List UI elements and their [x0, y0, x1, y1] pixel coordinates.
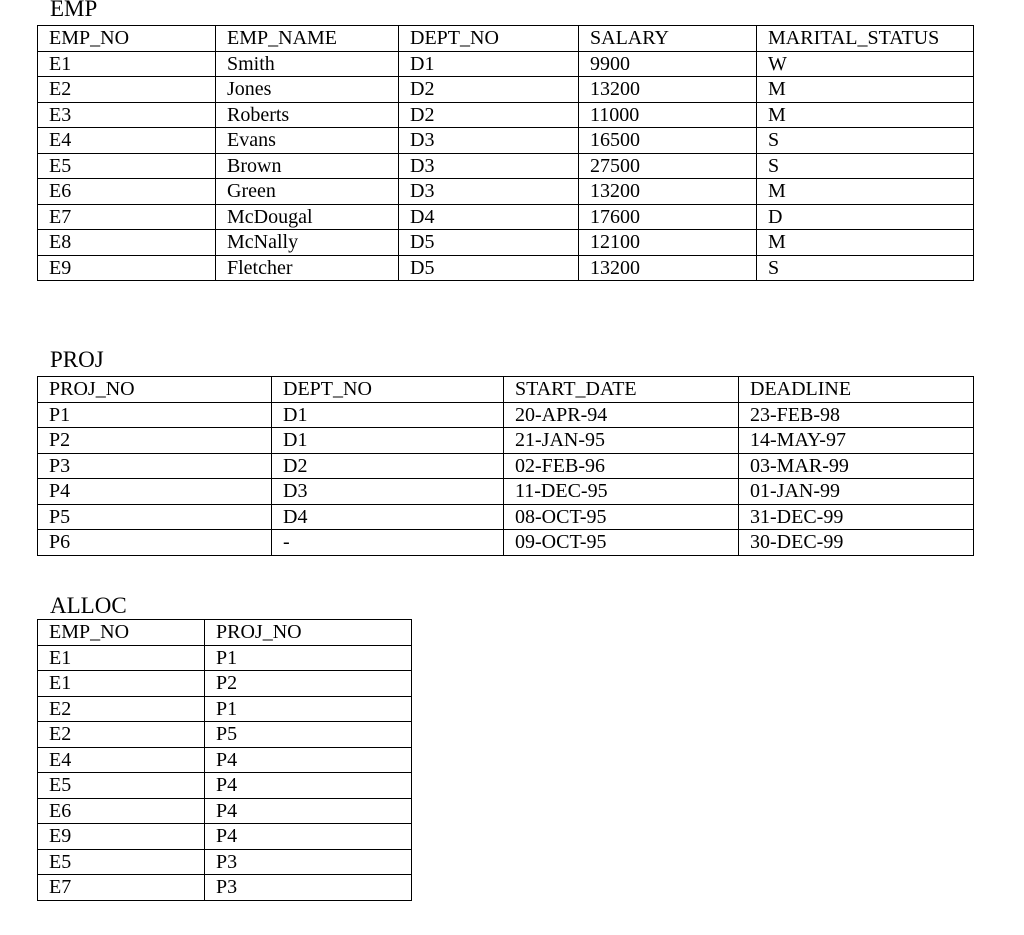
alloc-table-row: [38, 747, 412, 773]
emp-table-row: [38, 230, 974, 256]
alloc-table-cell: E4: [38, 747, 205, 773]
proj-table-row: [38, 402, 974, 428]
emp-table: [37, 25, 974, 281]
proj-column-header: DEPT_NO: [272, 377, 504, 403]
emp-column-header: SALARY: [579, 26, 757, 52]
alloc-table-row: [38, 773, 412, 799]
proj-table-cell: P5: [38, 504, 272, 530]
emp-table-cell: M: [757, 77, 974, 103]
proj-table-cell: 11-DEC-95: [504, 479, 739, 505]
emp-table-cell: S: [757, 153, 974, 179]
emp-table-cell: 12100: [579, 230, 757, 256]
proj-table-cell: 31-DEC-99: [739, 504, 974, 530]
emp-table-cell: D2: [399, 77, 579, 103]
alloc-table-row: [38, 645, 412, 671]
alloc-table-row: [38, 824, 412, 850]
alloc-column-header: EMP_NO: [38, 620, 205, 646]
emp-table-cell: 11000: [579, 102, 757, 128]
proj-table-cell: 09-OCT-95: [504, 530, 739, 556]
emp-column-header: EMP_NO: [38, 26, 216, 52]
emp-table-row: [38, 128, 974, 154]
emp-table-cell: S: [757, 255, 974, 281]
emp-table-cell: W: [757, 51, 974, 77]
alloc-table-cell: E9: [38, 824, 205, 850]
alloc-table-cell: P4: [205, 773, 412, 799]
alloc-table-cell: E7: [38, 875, 205, 901]
alloc-table-cell: P4: [205, 747, 412, 773]
proj-table-cell: D1: [272, 402, 504, 428]
emp-table-cell: 9900: [579, 51, 757, 77]
emp-table-cell: D1: [399, 51, 579, 77]
emp-table-cell: D: [757, 204, 974, 230]
alloc-table-row: [38, 875, 412, 901]
emp-table-cell: D3: [399, 128, 579, 154]
emp-column-header: DEPT_NO: [399, 26, 579, 52]
alloc-table-cell: E5: [38, 849, 205, 875]
alloc-table-cell: E2: [38, 722, 205, 748]
emp-table-cell: E3: [38, 102, 216, 128]
proj-table-row: [38, 479, 974, 505]
emp-table-cell: 13200: [579, 255, 757, 281]
alloc-table-row: [38, 849, 412, 875]
emp-table-row: [38, 51, 974, 77]
alloc-table-cell: E6: [38, 798, 205, 824]
alloc-table-cell: E5: [38, 773, 205, 799]
emp-table-cell: E9: [38, 255, 216, 281]
alloc-table-cell: P4: [205, 824, 412, 850]
alloc-column-header: PROJ_NO: [205, 620, 412, 646]
emp-table-cell: Roberts: [216, 102, 399, 128]
emp-table-cell: 13200: [579, 77, 757, 103]
emp-table-row: [38, 77, 974, 103]
emp-table-cell: 16500: [579, 128, 757, 154]
emp-table-cell: E2: [38, 77, 216, 103]
alloc-table-title: ALLOC: [50, 593, 127, 618]
alloc-table-cell: P5: [205, 722, 412, 748]
emp-table-row: [38, 153, 974, 179]
alloc-table-cell: P1: [205, 645, 412, 671]
emp-table-cell: 27500: [579, 153, 757, 179]
proj-table-cell: 03-MAR-99: [739, 453, 974, 479]
proj-column-header: DEADLINE: [739, 377, 974, 403]
proj-table-cell: P3: [38, 453, 272, 479]
emp-table-cell: M: [757, 230, 974, 256]
emp-column-header: EMP_NAME: [216, 26, 399, 52]
emp-table-cell: Smith: [216, 51, 399, 77]
alloc-table-cell: E1: [38, 645, 205, 671]
emp-table-cell: D3: [399, 153, 579, 179]
alloc-table-row: [38, 671, 412, 697]
emp-table-cell: Fletcher: [216, 255, 399, 281]
emp-table-cell: E7: [38, 204, 216, 230]
emp-table-cell: E4: [38, 128, 216, 154]
emp-table-cell: E5: [38, 153, 216, 179]
proj-table-cell: 08-OCT-95: [504, 504, 739, 530]
proj-table-title: PROJ: [50, 347, 104, 372]
proj-table: [37, 376, 974, 556]
emp-table-cell: D2: [399, 102, 579, 128]
emp-table-cell: D5: [399, 255, 579, 281]
proj-table-cell: -: [272, 530, 504, 556]
alloc-table-row: [38, 696, 412, 722]
alloc-table-cell: E1: [38, 671, 205, 697]
emp-table-cell: Evans: [216, 128, 399, 154]
alloc-header-row: [38, 620, 412, 646]
alloc-table-cell: P3: [205, 849, 412, 875]
emp-table-cell: E1: [38, 51, 216, 77]
alloc-table: [37, 619, 412, 901]
proj-table-cell: D4: [272, 504, 504, 530]
proj-table-row: [38, 428, 974, 454]
emp-table-cell: 17600: [579, 204, 757, 230]
emp-table-row: [38, 179, 974, 205]
emp-table-cell: Jones: [216, 77, 399, 103]
proj-table-cell: P2: [38, 428, 272, 454]
emp-table-row: [38, 204, 974, 230]
emp-table-cell: McNally: [216, 230, 399, 256]
alloc-table-cell: P4: [205, 798, 412, 824]
proj-column-header: PROJ_NO: [38, 377, 272, 403]
emp-table-cell: E6: [38, 179, 216, 205]
emp-table-cell: Brown: [216, 153, 399, 179]
proj-table-cell: D2: [272, 453, 504, 479]
proj-table-row: [38, 530, 974, 556]
emp-table-cell: Green: [216, 179, 399, 205]
emp-table-cell: D5: [399, 230, 579, 256]
emp-table-cell: McDougal: [216, 204, 399, 230]
proj-table-cell: 02-FEB-96: [504, 453, 739, 479]
proj-table-row: [38, 504, 974, 530]
proj-table-cell: 01-JAN-99: [739, 479, 974, 505]
emp-table-row: [38, 102, 974, 128]
emp-table-cell: M: [757, 179, 974, 205]
proj-table-cell: 14-MAY-97: [739, 428, 974, 454]
alloc-table-cell: P1: [205, 696, 412, 722]
emp-table-cell: 13200: [579, 179, 757, 205]
emp-table-cell: E8: [38, 230, 216, 256]
alloc-table-row: [38, 798, 412, 824]
proj-table-cell: P1: [38, 402, 272, 428]
proj-table-cell: 30-DEC-99: [739, 530, 974, 556]
emp-table-title: EMP: [50, 0, 98, 21]
emp-table-cell: M: [757, 102, 974, 128]
proj-table-row: [38, 453, 974, 479]
alloc-table-cell: E2: [38, 696, 205, 722]
emp-table-cell: D4: [399, 204, 579, 230]
proj-column-header: START_DATE: [504, 377, 739, 403]
proj-header-row: [38, 377, 974, 403]
proj-table-cell: 23-FEB-98: [739, 402, 974, 428]
proj-table-cell: 20-APR-94: [504, 402, 739, 428]
emp-table-cell: S: [757, 128, 974, 154]
proj-table-cell: D3: [272, 479, 504, 505]
proj-table-cell: 21-JAN-95: [504, 428, 739, 454]
emp-header-row: [38, 26, 974, 52]
emp-table-cell: D3: [399, 179, 579, 205]
proj-table-cell: P4: [38, 479, 272, 505]
proj-table-cell: P6: [38, 530, 272, 556]
emp-table-row: [38, 255, 974, 281]
alloc-table-row: [38, 722, 412, 748]
emp-column-header: MARITAL_STATUS: [757, 26, 974, 52]
proj-table-cell: D1: [272, 428, 504, 454]
alloc-table-cell: P3: [205, 875, 412, 901]
alloc-table-cell: P2: [205, 671, 412, 697]
